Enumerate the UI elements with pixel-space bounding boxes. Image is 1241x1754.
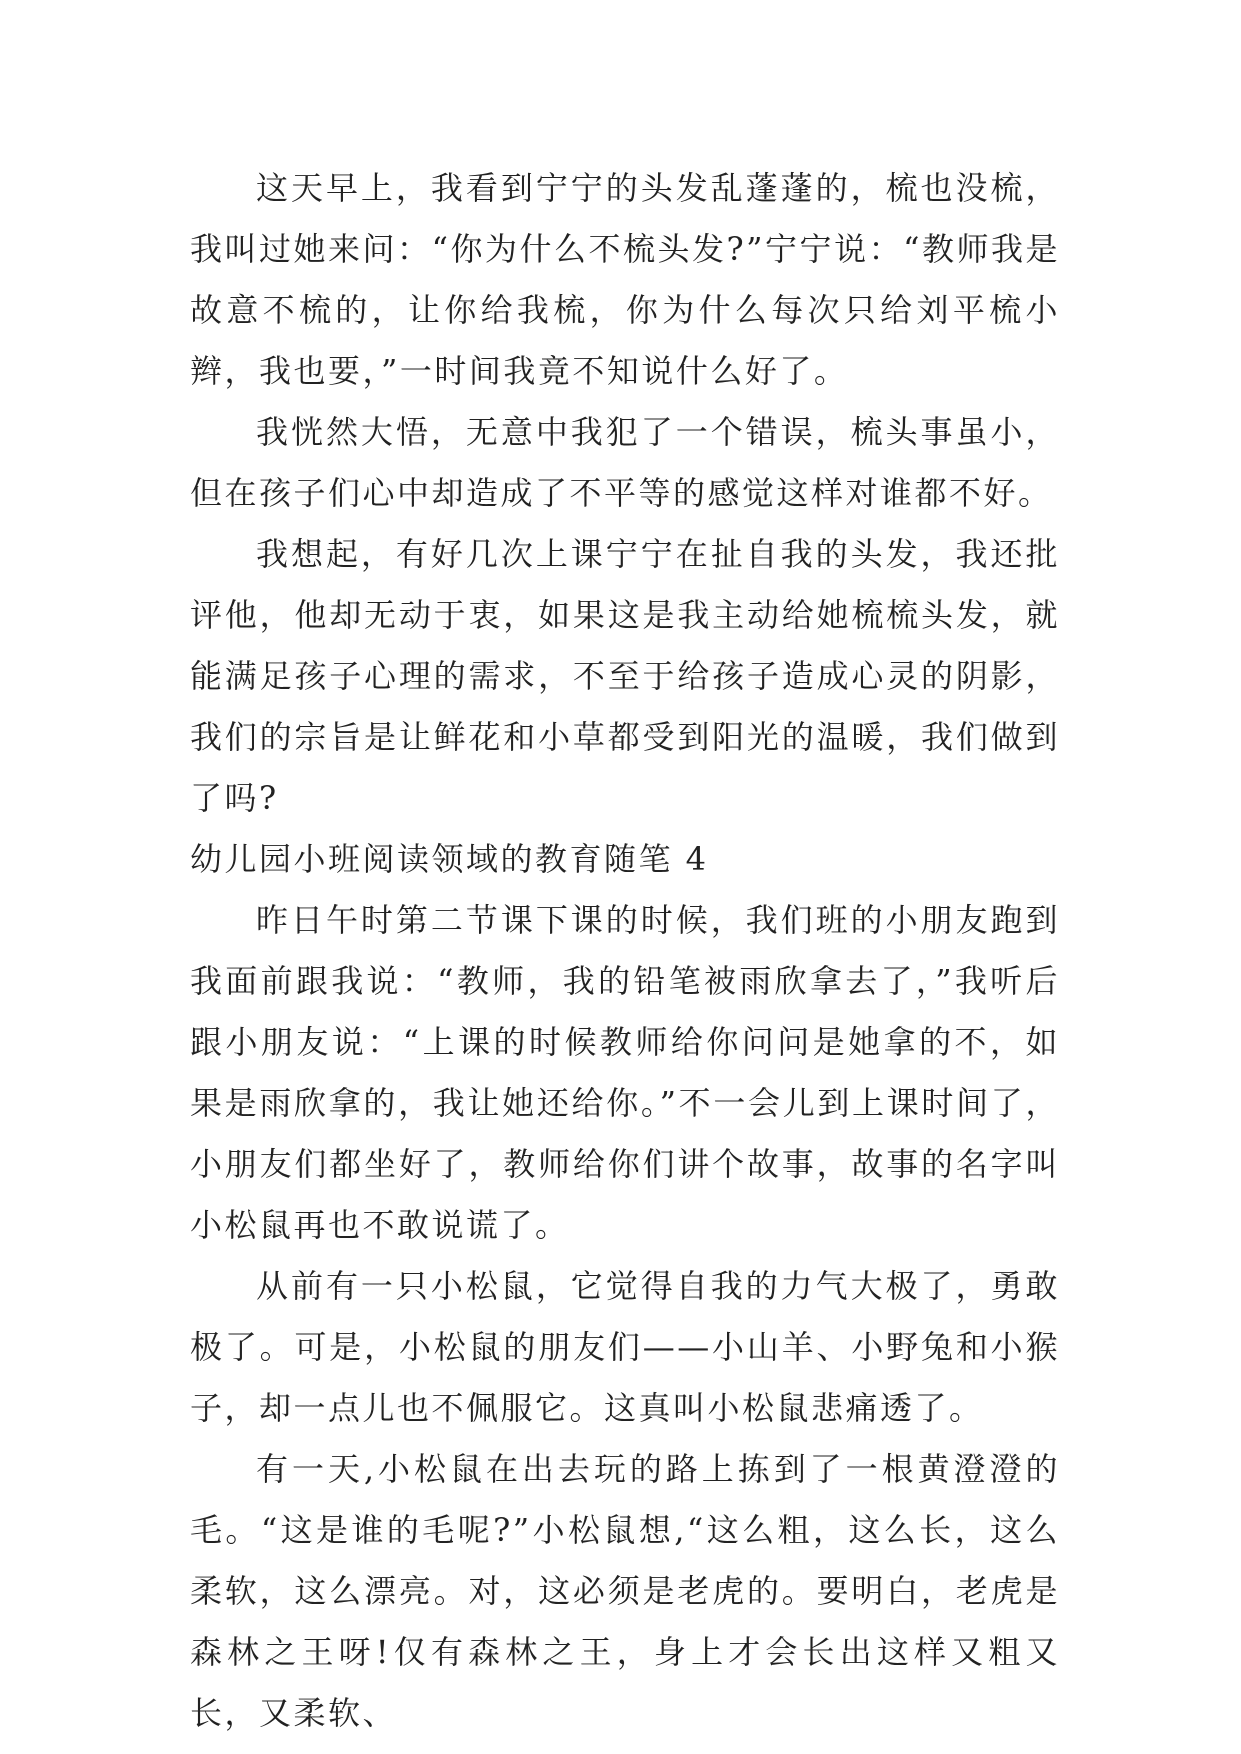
- section-title: 幼儿园小班阅读领域的教育随笔 4: [190, 840, 709, 878]
- paragraph-pencil-story: 昨日午时第二节课下课的时候，我们班的小朋友跑到我面前跟我说：“教师，我的铅笔被雨欣拿去了，”我听后跟小朋友说：“上课的时候教师给你问问是她拿的不，如果是雨欣拿的，我让她还给你。”不一会儿到上课时间了，小朋友们都坐好了，教师给你们讲个故事，故事的名字叫小松鼠再也不敢说谎了。: [190, 901, 1060, 1244]
- paragraph-reflection: 我想起，有好几次上课宁宁在扯自我的头发，我还批评他，他却无动于衷，如果这是我主动给她梳梳头发，就能满足孩子心理的需求，不至于给孩子造成心灵的阴影，我们的宗旨是让鲜花和小草都受到阳光的温暖，我们做到了吗?: [190, 535, 1060, 817]
- paragraph-squirrel-intro: 从前有一只小松鼠，它觉得自我的力气大极了，勇敢极了。可是，小松鼠的朋友们——小山羊、小野兔和小猴子，却一点儿也不佩服它。这真叫小松鼠悲痛透了。: [190, 1267, 1060, 1427]
- paragraph-hair-story: 这天早上，我看到宁宁的头发乱蓬蓬的，梳也没梳，我叫过她来问：“你为什么不梳头发?”宁宁说：“教师我是故意不梳的，让你给我梳，你为什么每次只给刘平梳小辫，我也要，”一时间我竟不知说什么好了。: [190, 169, 1060, 390]
- document-page: [190, 158, 1060, 1744]
- paragraph-realization: 我恍然大悟，无意中我犯了一个错误，梳头事虽小，但在孩子们心中却造成了不平等的感觉这样对谁都不好。: [190, 413, 1060, 512]
- paragraph-squirrel-fur: 有一天,小松鼠在出去玩的路上拣到了一根黄澄澄的毛。“这是谁的毛呢?”小松鼠想,“这么粗，这么长，这么柔软，这么漂亮。对，这必须是老虎的。要明白，老虎是森林之王呀!仅有森林之王，身上才会长出这样又粗又长，又柔软、: [190, 1450, 1060, 1732]
